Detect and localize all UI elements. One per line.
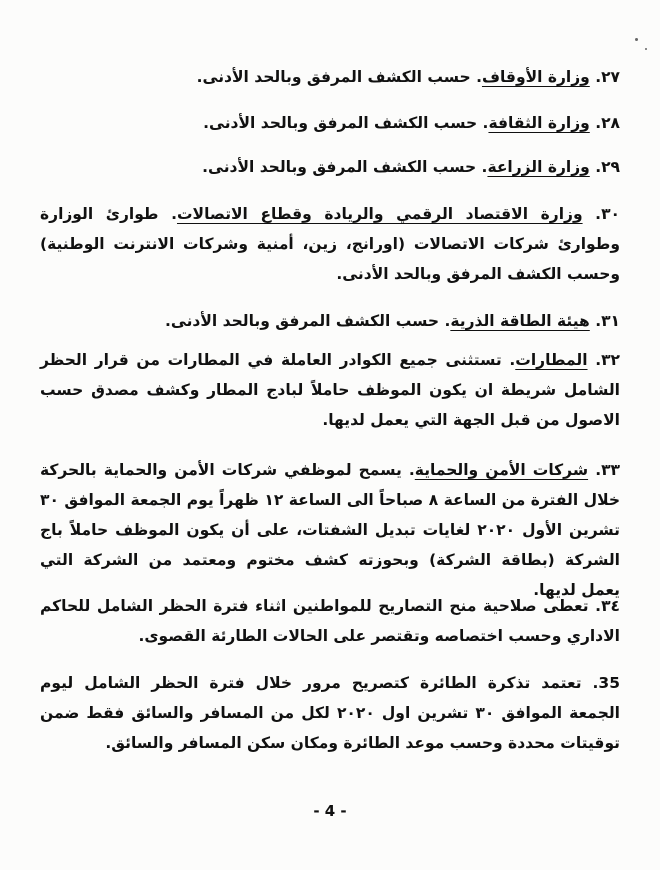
item-number: ٣٠.	[595, 205, 620, 223]
list-item-28	[40, 108, 620, 138]
item-body: . حسب الكشف المرفق وبالحد الأدنى.	[196, 68, 482, 86]
item-body: . طوارئ الوزارة وطوارئ شركات الاتصالات (اورانج، زين، أمنية وشركات الانترنت الوطنية) وحسب الكشف المرفق وبالحد الأدنى.	[40, 205, 620, 283]
item-body: . حسب الكشف المرفق وبالحد الأدنى.	[165, 312, 451, 330]
item-body: . حسب الكشف المرفق وبالحد الأدنى.	[202, 158, 488, 176]
item-body: . حسب الكشف المرفق وبالحد الأدنى.	[203, 114, 489, 132]
item-number: ٣١.	[595, 312, 620, 330]
list-item-30	[40, 199, 620, 289]
list-item-29	[40, 152, 620, 182]
item-number: ٣٤.	[595, 597, 620, 615]
item-heading: وزارة الزراعة	[487, 158, 590, 176]
item-heading: هيئة الطاقة الذرية	[450, 312, 590, 330]
item-body: . يسمح لموظفي شركات الأمن والحماية بالحركة خلال الفترة من الساعة ٨ صباحاً الى الساعة ١٢ ظهراً يوم الجمعة الموافق ٣٠ تشرين الأول ٢٠٢٠ لغايات تبديل الشفتات، على أن يكون الموظف حاملاً باج الشركة (بطاقة الشركة) وبحوزته كشف مختوم ومعتمد من الشركة التي يعمل لديها.	[40, 461, 621, 599]
item-number: ٢٨.	[595, 114, 620, 132]
item-heading: وزارة الأوقاف	[481, 68, 590, 86]
list-item-34	[40, 591, 620, 651]
list-item-33	[40, 455, 620, 605]
item-body: . تستثنى جميع الكوادر العاملة في المطارات من قرار الحظر الشامل شريطة ان يكون الموظف حاملاً لبادج المطار وكشف مصدق حسب الاصول من قبل الجهة التي يعمل لديها.	[40, 351, 620, 429]
list-item-32	[40, 345, 620, 435]
scan-speck	[645, 48, 647, 50]
scan-speck	[635, 38, 638, 41]
list-item-27	[40, 62, 620, 92]
page-number: - 4 -	[313, 802, 347, 820]
list-item-31	[40, 306, 620, 336]
item-number: ٢٩.	[595, 158, 620, 176]
item-body: تعتمد تذكرة الطائرة كتصريح مرور خلال فترة الحظر الشامل ليوم الجمعة الموافق ٣٠ تشرين اول ٢٠٢٠ لكل من المسافر والسائق فقط ضمن توقيتات محددة وحسب موعد الطائرة ومكان سكن المسافر والسائق.	[40, 674, 620, 752]
item-heading: المطارات	[515, 351, 588, 369]
item-number: 35.	[592, 674, 620, 692]
item-number: ٣٣.	[595, 461, 620, 479]
item-number: ٣٢.	[595, 351, 620, 369]
item-heading: شركات الأمن والحماية	[414, 461, 589, 479]
item-body: تعطى صلاحية منح التصاريح للمواطنين اثناء فترة الحظر الشامل للحاكم الاداري وحسب اختصاصه وتقتصر على الحالات الطارئة القصوى.	[40, 597, 620, 645]
item-heading: وزارة الاقتصاد الرقمي والريادة وقطاع الاتصالات	[176, 205, 583, 223]
list-item-35	[40, 668, 620, 758]
item-number: ٢٧.	[595, 68, 620, 86]
item-heading: وزارة الثقافة	[488, 114, 590, 132]
